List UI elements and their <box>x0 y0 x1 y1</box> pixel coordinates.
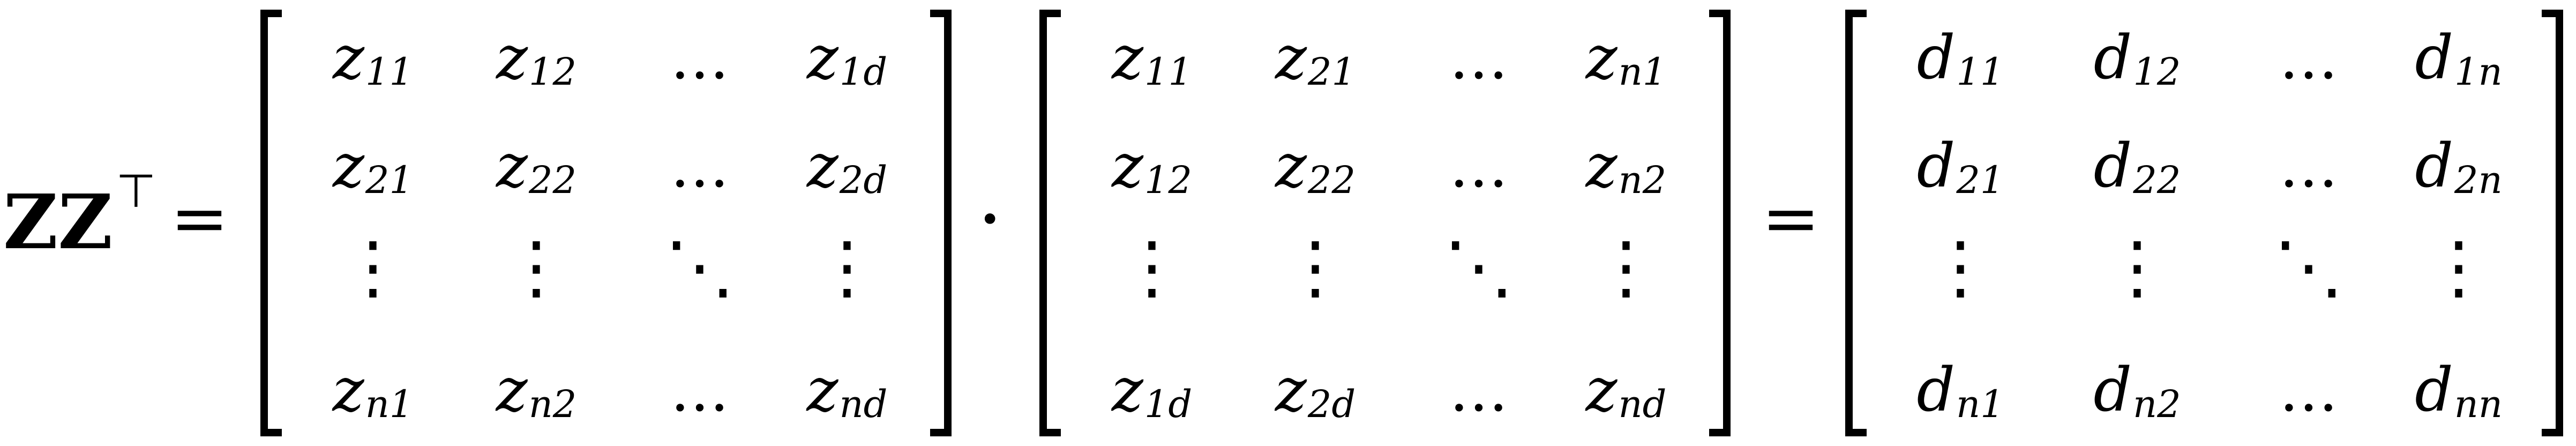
equals-sign: = <box>1762 177 1820 259</box>
matrix-cell: d n1 <box>1916 355 2004 426</box>
hdots: … <box>2279 24 2338 92</box>
vdots: ⋮ <box>1591 226 1661 308</box>
vdots: ⋮ <box>2102 226 2172 308</box>
lhs-expression <box>3 161 156 284</box>
ddots: ⋱ <box>665 226 735 308</box>
matrix-z-transpose <box>1039 10 1731 436</box>
right-bracket <box>1709 10 1731 436</box>
matrix-cell: z 1d <box>1111 355 1193 426</box>
matrix-cell: z 12 <box>496 23 577 94</box>
hdots: … <box>670 356 729 425</box>
matrix-cell: z 11 <box>1111 23 1193 94</box>
matrix-cell: d 12 <box>2093 23 2181 94</box>
vdots: ⋮ <box>1117 226 1187 308</box>
matrix-cell: z 21 <box>332 131 414 202</box>
matrix-cell: z 2d <box>806 131 888 202</box>
left-bracket <box>1845 10 1867 436</box>
matrix-cell: z 2d <box>1275 355 1356 426</box>
right-bracket <box>2542 10 2563 436</box>
matrix-cell: z nd <box>1585 355 1667 426</box>
matrix-cell: z n1 <box>1585 23 1667 94</box>
matrix-cell: z 21 <box>1275 23 1356 94</box>
matrix-d <box>1845 10 2563 436</box>
matrix-z <box>260 10 952 436</box>
hdots: … <box>1449 356 1508 425</box>
hdots: … <box>1449 132 1508 200</box>
bold-z-symbol: Z <box>58 179 113 266</box>
ddots: ⋱ <box>1444 226 1514 308</box>
matrix-cell: z 22 <box>1275 131 1356 202</box>
vdots: ⋮ <box>1926 226 1995 308</box>
hdots: … <box>1449 24 1508 92</box>
matrix-cell: z 11 <box>332 23 414 94</box>
hdots: … <box>670 24 729 92</box>
matrix-cell: d 1n <box>2415 23 2503 94</box>
hdots: … <box>2279 132 2338 200</box>
vdots: ⋮ <box>1280 226 1350 308</box>
matrix-cell: z n2 <box>496 355 577 426</box>
equals-sign: = <box>170 177 229 259</box>
vdots: ⋮ <box>2424 226 2493 308</box>
ddots: ⋱ <box>2274 226 2343 308</box>
matrix-cell: d n2 <box>2093 355 2181 426</box>
matrix-cell: z 12 <box>1111 131 1193 202</box>
vdots: ⋮ <box>338 226 408 308</box>
matrix-cell: d 21 <box>1916 131 2004 202</box>
matrix-cell: d nn <box>2415 355 2503 426</box>
left-bracket <box>1039 10 1061 436</box>
vdots: ⋮ <box>501 226 571 308</box>
matrix-cell: z n1 <box>332 355 414 426</box>
right-bracket <box>930 10 952 436</box>
bold-z-symbol: Z <box>3 179 58 266</box>
hdots: … <box>670 132 729 200</box>
multiply-dot: · <box>977 173 1003 266</box>
matrix-cell: z 1d <box>806 23 888 94</box>
vdots: ⋮ <box>812 226 882 308</box>
matrix-cell: d 2n <box>2415 131 2503 202</box>
matrix-cell: d 22 <box>2093 131 2181 202</box>
matrix-cell: z n2 <box>1585 131 1667 202</box>
matrix-cell: z 22 <box>496 131 577 202</box>
matrix-cell: z nd <box>806 355 888 426</box>
left-bracket <box>260 10 282 436</box>
transpose-superscript: ⊤ <box>116 165 156 218</box>
hdots: … <box>2279 356 2338 425</box>
matrix-cell: d 11 <box>1916 23 2004 94</box>
